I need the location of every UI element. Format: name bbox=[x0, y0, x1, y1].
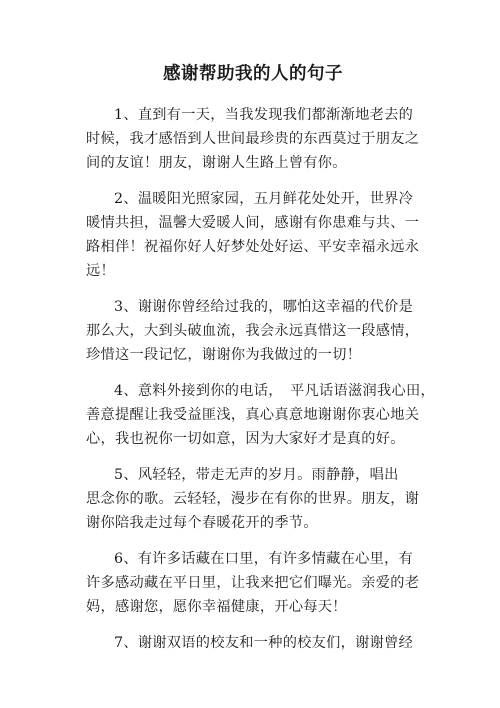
paragraph-line: 路相伴！祝福你好人好梦处处好运、平安幸福永远永 bbox=[86, 239, 420, 255]
paragraph-line: 3、谢谢你曾经给过我的，哪怕这幸福的代价是 bbox=[114, 299, 414, 315]
paragraph-line: 2、温暖阳光照家园，五月鲜花处处开，世界冷 bbox=[114, 191, 414, 207]
paragraph-line: 7、谢谢双语的校友和一种的校友们，谢谢曾经 bbox=[114, 635, 414, 651]
paragraph-line: 妈，感谢您，愿你幸福健康，开心每天！ bbox=[86, 599, 347, 615]
paragraph-6 bbox=[86, 547, 420, 619]
paragraph-line: 暖情共担，温馨大爱暖人间，感谢有你患难与共、一 bbox=[86, 215, 420, 231]
paragraph-line: 远！ bbox=[86, 263, 115, 279]
paragraph-4 bbox=[86, 379, 435, 451]
paragraph-line: 时候，我才感悟到人世间最珍贵的东西莫过于朋友之 bbox=[86, 131, 420, 147]
paragraph-5 bbox=[86, 463, 420, 535]
paragraph-line: 心，我也祝你一切如意，因为大家好才是真的好。 bbox=[86, 431, 405, 447]
paragraph-line: 珍惜这一段记忆，谢谢你为我做过的一切！ bbox=[86, 347, 362, 363]
paragraph-line: 善意提醒让我受益匪浅，真心真意地谢谢你衷心地关 bbox=[86, 407, 420, 423]
paragraph-line: 1、直到有一天，当我发现我们都渐渐地老去的 bbox=[114, 107, 414, 123]
paragraph-line: 思念你的歌。云轻轻，漫步在有你的世界。朋友，谢 bbox=[86, 491, 420, 507]
paragraph-2 bbox=[86, 187, 420, 283]
paragraph-7 bbox=[86, 631, 420, 655]
paragraph-line: 那么大，大到头破血流，我会永远真惜这一段感情， bbox=[86, 323, 420, 339]
paragraph-line: 谢你陪我走过每个春暖花开的季节。 bbox=[86, 515, 318, 531]
document-title: 感谢帮助我的人的句子 bbox=[163, 64, 343, 84]
paragraph-line: 5、风轻轻，带走无声的岁月。雨静静，唱出 bbox=[114, 467, 399, 483]
paragraph-line: 6、有许多话藏在口里，有许多情藏在心里，有 bbox=[114, 551, 414, 567]
paragraph-1 bbox=[86, 103, 420, 175]
paragraph-line: 4、意料外接到你的电话， 平凡话语滋润我心田， bbox=[114, 383, 435, 399]
paragraph-3 bbox=[86, 295, 420, 367]
paragraph-line: 间的友谊！朋友，谢谢人生路上曾有你。 bbox=[86, 155, 347, 171]
paragraph-line: 许多感动藏在平日里，让我来把它们曝光。亲爱的老 bbox=[86, 575, 420, 591]
